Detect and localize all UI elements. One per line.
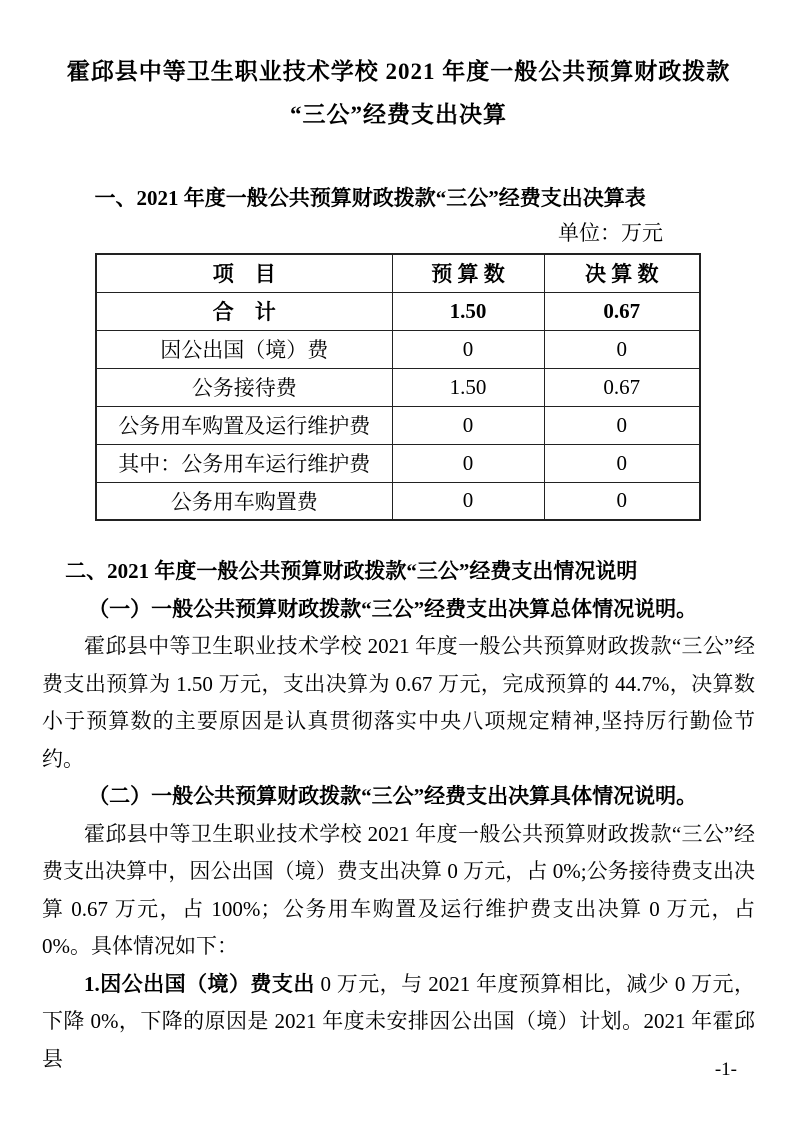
table-row-vehicle-purchase xyxy=(96,482,700,520)
table-row-total xyxy=(96,292,700,330)
section2-paragraph1: 霍邱县中等卫生职业技术学校 2021 年度一般公共预算财政拨款“三公”经费支出预算为 1.50 万元，支出决算为 0.67 万元，完成预算的 44.7%，决算数小于预算数的主要原因是认真贯彻落实中央八项规定精神,坚持厉行勤俭节约。 xyxy=(42,634,755,771)
column-header-final: 决 算 数 xyxy=(544,254,700,292)
document-title-line2: “三公”经费支出决算 xyxy=(290,102,507,127)
item-cell: 其中：公务用车运行维护费 xyxy=(96,444,392,482)
section2-heading: 二、2021 年度一般公共预算财政拨款“三公”经费支出情况说明 xyxy=(65,559,638,583)
final-cell: 0 xyxy=(544,406,700,444)
budget-cell: 0 xyxy=(392,330,544,368)
document-title-line1: 霍邱县中等卫生职业技术学校 2021 年度一般公共预算财政拨款 xyxy=(66,59,731,84)
expenditure-table xyxy=(95,253,701,521)
item-cell: 合 计 xyxy=(96,292,392,330)
final-cell: 0.67 xyxy=(544,292,700,330)
item-cell: 因公出国（境）费 xyxy=(96,330,392,368)
final-cell: 0 xyxy=(544,482,700,520)
final-cell: 0.67 xyxy=(544,368,700,406)
item-cell: 公务用车购置费 xyxy=(96,482,392,520)
budget-cell: 0 xyxy=(392,444,544,482)
budget-cell: 1.50 xyxy=(392,368,544,406)
final-cell: 0 xyxy=(544,444,700,482)
item1-paragraph xyxy=(42,966,755,1079)
budget-cell: 0 xyxy=(392,482,544,520)
final-cell: 0 xyxy=(544,330,700,368)
item-cell: 公务接待费 xyxy=(96,368,392,406)
column-header-budget: 预 算 数 xyxy=(392,254,544,292)
table-row-reception-fee xyxy=(96,368,700,406)
unit-note: 单位：万元 xyxy=(558,221,663,245)
section2-sub1-heading: （一）一般公共预算财政拨款“三公”经费支出决算总体情况说明。 xyxy=(88,596,698,621)
budget-cell: 1.50 xyxy=(392,292,544,330)
budget-cell: 0 xyxy=(392,406,544,444)
page-number: -1- xyxy=(714,1059,737,1080)
section2-sub2-heading: （二）一般公共预算财政拨款“三公”经费支出决算具体情况说明。 xyxy=(88,784,698,808)
item1-rest-text: 0 万元，与 2021 年度预算相比，减少 0 万元，下降 0%，下降的原因是 2021 年度未安排因公出国（境）计划。2021 年霍邱县 xyxy=(42,971,756,1071)
document-title xyxy=(42,50,755,136)
table-row-vehicle-total xyxy=(96,406,700,444)
table-row-vehicle-maintenance xyxy=(96,444,700,482)
table-row-abroad-fee xyxy=(96,330,700,368)
section2-paragraph2: 霍邱县中等卫生职业技术学校 2021 年度一般公共预算财政拨款“三公”经费支出决算中，因公出国（境）费支出决算 0 万元，占 0%;公务接待费支出决算 0.67 万元，占 100%；公务用车购置及运行维护费支出决算 0 万元，占 0%。具体情况如下： xyxy=(42,821,755,958)
item-cell: 公务用车购置及运行维护费 xyxy=(96,406,392,444)
item1-bold-lead: 1.因公出国（境）费支出 xyxy=(84,971,315,996)
section1-heading: 一、2021 年度一般公共预算财政拨款“三公”经费支出决算表 xyxy=(94,186,646,210)
table-header-row xyxy=(96,254,700,292)
column-header-item: 项 目 xyxy=(96,254,392,292)
